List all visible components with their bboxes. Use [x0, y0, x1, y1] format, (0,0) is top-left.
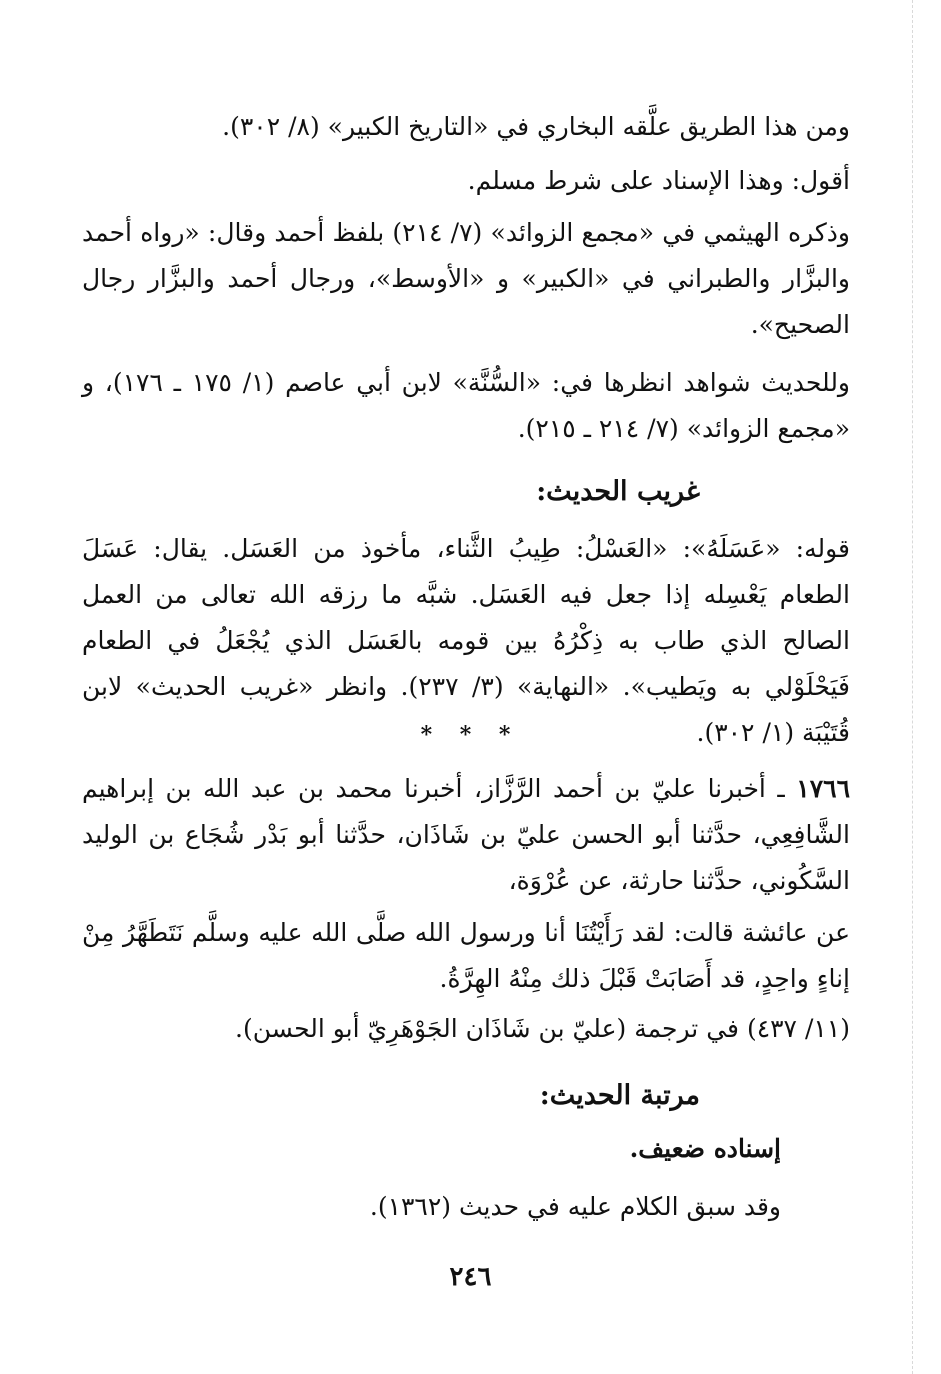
paragraph-hadith-text: عن عائشة قالت: لقد رَأَيْتُنَا أنا ورسول الله صلَّى الله عليه وسلَّم نَتَطَهَّرُ مِنْ إناءٍ واحِدٍ، قد أَصَابَتْ قَبْلَ ذلك مِنْهُ الهِرَّةُ. [82, 918, 850, 993]
paragraph-source-reference: (١١/ ٤٣٧) في ترجمة (عليّ بن شَاذَان الجَوْهَرِيّ أبو الحسن). [235, 1014, 850, 1043]
heading-hadith-grade: مرتبة الحديث: [539, 1080, 700, 1111]
page-number: ٢٤٦ [449, 1262, 492, 1292]
paragraph-word-explanation: قوله: «عَسَلَهُ»: «العَسْلُ: طِيبُ الثَّناء، مأخوذ من العَسَل. يقال: عَسَلَ الطعام يَعْسِله إذا جعل فيه العَسَل. شبَّه ما رزقه الله تعالى من العمل الصالح الذي طاب به ذِكْرُهُ بين قومه بالعَسَل الذي يُجْعَلُ في الطعام فَيَحْلَوْلي به ويَطيب». «النهاية» (٣/ ٢٣٧). وانظر «غريب الحديث» لابن قُتَيْبَة (١/ ٣٠٢). [82, 534, 850, 747]
paragraph-haythami-reference: وذكره الهيثمي في «مجمع الزوائد» (٧/ ٢١٤) بلفظ أحمد وقال: «رواه أحمد والبزَّار والطبراني في «الكبير» و «الأوسط»، ورجال أحمد والبزَّار رجال الصحيح». [82, 218, 851, 339]
scan-edge-marks [912, 0, 919, 1374]
paragraph-isnad-opinion: أقول: وهذا الإسناد على شرط مسلم. [467, 166, 850, 195]
paragraph-hadith-chain [82, 766, 850, 904]
section-separator-stars: * * * [420, 722, 521, 748]
paragraph-supporting-narrations: وللحديث شواهد انظرها في: «السُّنَّة» لابن أبي عاصم (١/ ١٧٥ ـ ١٧٦)، و «مجمع الزوائد» (٧/ ٢١٤ ـ ٢١٥). [82, 368, 851, 443]
heading-gharib-hadith: غريب الحديث: [536, 476, 700, 507]
paragraph-bukhari-reference: ومن هذا الطريق علَّقه البخاري في «التاريخ الكبير» (٨/ ٣٠٢). [222, 112, 850, 141]
hadith-number: ١٧٦٦ [796, 774, 850, 803]
hadith-chain-text: ـ أخبرنا عليّ بن أحمد الرَّزَّاز، أخبرنا محمد بن عبد الله بن إبراهيم الشَّافِعِي، حدَّثنا أبو الحسن عليّ بن شَاذَان، حدَّثنا أبو بَدْر شُجَاع بن الوليد السَّكُوني، حدَّثنا حارثة، عن عُرْوَة، [82, 774, 850, 895]
paragraph-previous-discussion: وقد سبق الكلام عليه في حديث (١٣٦٢). [369, 1192, 781, 1221]
hadith-grade-verdict: إسناده ضعيف. [629, 1134, 781, 1163]
